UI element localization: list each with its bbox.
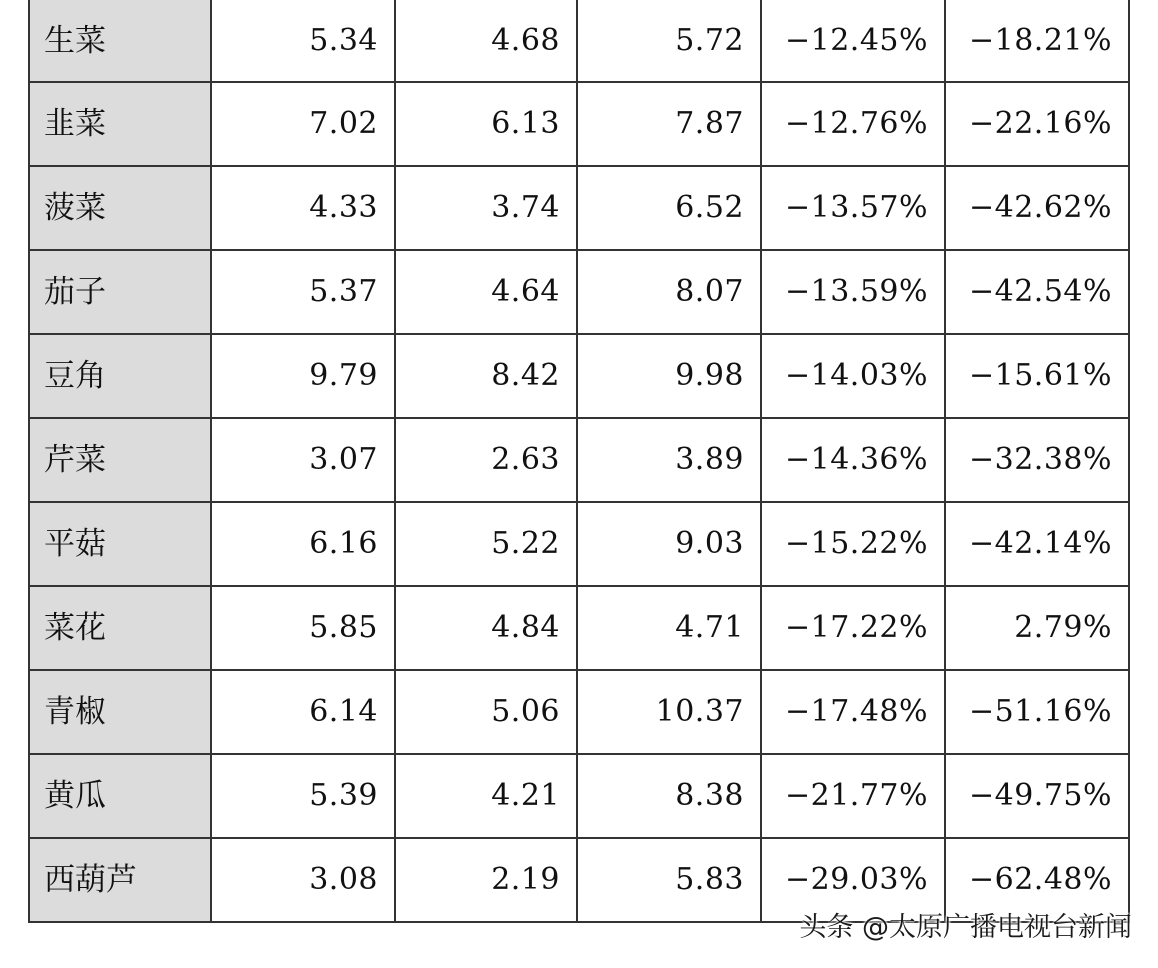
value-cell-col-4: −21.77% [761, 754, 945, 838]
value-cell-col-1: 5.39 [211, 754, 395, 838]
value-cell-col-5: −22.16% [945, 82, 1129, 166]
vegetable-name-cell: 青椒 [29, 670, 211, 754]
value-cell-col-3: 8.07 [577, 250, 761, 334]
table-row [29, 334, 1129, 418]
value-cell-col-3: 9.03 [577, 502, 761, 586]
value-cell-col-2: 4.21 [395, 754, 577, 838]
value-cell-col-2: 4.64 [395, 250, 577, 334]
table-body [29, 0, 1129, 922]
vegetable-name-cell: 豆角 [29, 334, 211, 418]
table-row [29, 250, 1129, 334]
table-row [29, 670, 1129, 754]
value-cell-col-3: 7.87 [577, 82, 761, 166]
value-cell-col-5: −32.38% [945, 418, 1129, 502]
value-cell-col-3: 4.71 [577, 586, 761, 670]
value-cell-col-2: 5.06 [395, 670, 577, 754]
value-cell-col-5: −15.61% [945, 334, 1129, 418]
value-cell-col-3: 3.89 [577, 418, 761, 502]
value-cell-col-4: −17.22% [761, 586, 945, 670]
value-cell-col-4: −12.45% [761, 0, 945, 82]
value-cell-col-1: 5.85 [211, 586, 395, 670]
table-row [29, 754, 1129, 838]
value-cell-col-1: 9.79 [211, 334, 395, 418]
value-cell-col-4: −13.57% [761, 166, 945, 250]
vegetable-price-table [28, 0, 1130, 923]
table-row [29, 0, 1129, 82]
value-cell-col-2: 5.22 [395, 502, 577, 586]
value-cell-col-3: 10.37 [577, 670, 761, 754]
value-cell-col-4: −15.22% [761, 502, 945, 586]
value-cell-col-2: 4.84 [395, 586, 577, 670]
table-row [29, 586, 1129, 670]
value-cell-col-2: 2.63 [395, 418, 577, 502]
table-row [29, 418, 1129, 502]
value-cell-col-2: 2.19 [395, 838, 577, 922]
value-cell-col-5: −51.16% [945, 670, 1129, 754]
value-cell-col-4: −29.03% [761, 838, 945, 922]
table-row [29, 82, 1129, 166]
value-cell-col-1: 5.34 [211, 0, 395, 82]
vegetable-name-cell: 韭菜 [29, 82, 211, 166]
value-cell-col-5: −62.48% [945, 838, 1129, 922]
value-cell-col-5: −42.54% [945, 250, 1129, 334]
value-cell-col-5: 2.79% [945, 586, 1129, 670]
table-row [29, 166, 1129, 250]
value-cell-col-5: −18.21% [945, 0, 1129, 82]
value-cell-col-4: −17.48% [761, 670, 945, 754]
value-cell-col-4: −14.36% [761, 418, 945, 502]
value-cell-col-3: 5.83 [577, 838, 761, 922]
value-cell-col-1: 6.14 [211, 670, 395, 754]
value-cell-col-1: 6.16 [211, 502, 395, 586]
value-cell-col-2: 6.13 [395, 82, 577, 166]
value-cell-col-4: −13.59% [761, 250, 945, 334]
vegetable-name-cell: 茄子 [29, 250, 211, 334]
watermark-text: 头条 @太原广播电视台新闻 [799, 912, 1132, 943]
value-cell-col-1: 3.08 [211, 838, 395, 922]
value-cell-col-3: 5.72 [577, 0, 761, 82]
vegetable-name-cell: 菠菜 [29, 166, 211, 250]
vegetable-name-cell: 黄瓜 [29, 754, 211, 838]
value-cell-col-5: −42.62% [945, 166, 1129, 250]
table-row [29, 502, 1129, 586]
value-cell-col-4: −12.76% [761, 82, 945, 166]
vegetable-name-cell: 菜花 [29, 586, 211, 670]
vegetable-name-cell: 平菇 [29, 502, 211, 586]
vegetable-name-cell: 西葫芦 [29, 838, 211, 922]
value-cell-col-5: −49.75% [945, 754, 1129, 838]
value-cell-col-1: 5.37 [211, 250, 395, 334]
value-cell-col-1: 3.07 [211, 418, 395, 502]
vegetable-name-cell: 生菜 [29, 0, 211, 82]
value-cell-col-2: 4.68 [395, 0, 577, 82]
value-cell-col-4: −14.03% [761, 334, 945, 418]
value-cell-col-5: −42.14% [945, 502, 1129, 586]
value-cell-col-2: 8.42 [395, 334, 577, 418]
value-cell-col-3: 8.38 [577, 754, 761, 838]
vegetable-name-cell: 芹菜 [29, 418, 211, 502]
value-cell-col-3: 6.52 [577, 166, 761, 250]
value-cell-col-1: 7.02 [211, 82, 395, 166]
value-cell-col-1: 4.33 [211, 166, 395, 250]
value-cell-col-2: 3.74 [395, 166, 577, 250]
value-cell-col-3: 9.98 [577, 334, 761, 418]
